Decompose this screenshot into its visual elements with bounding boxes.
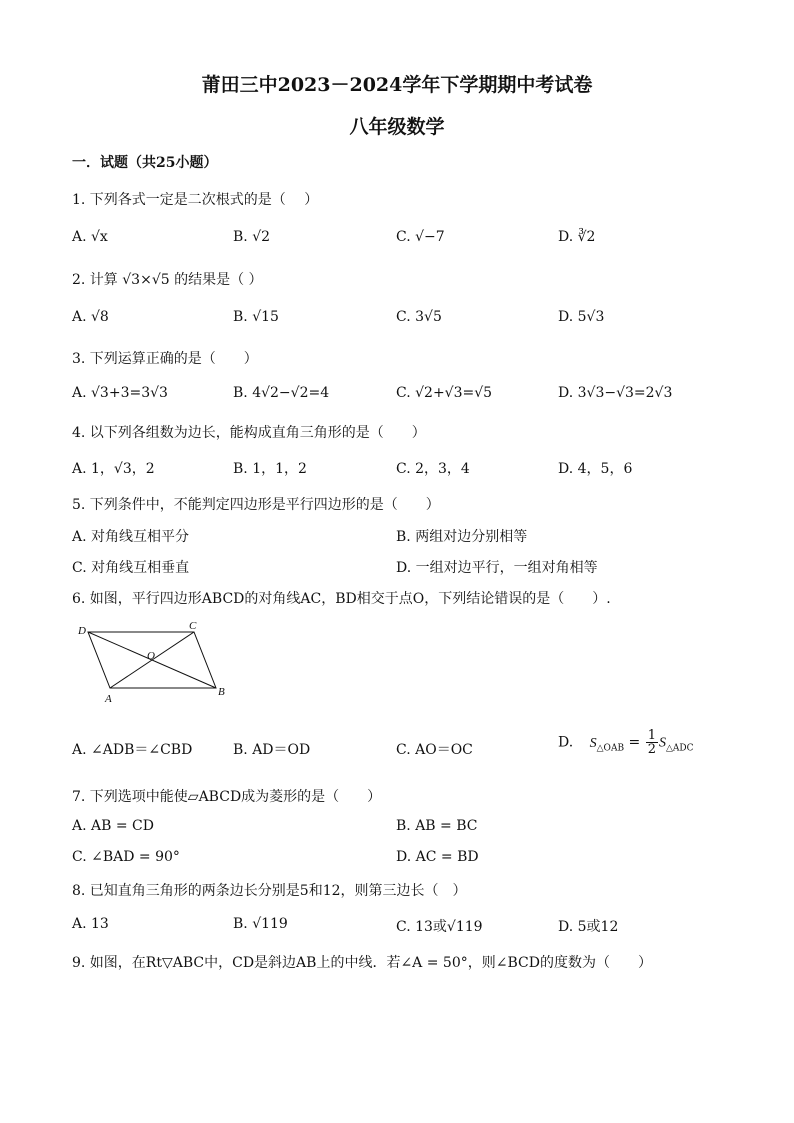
area-symbol-1: S — [589, 735, 597, 751]
q8-option-c: C. 13或√119 — [396, 919, 483, 935]
q7-option-b: B. AB = BC — [396, 818, 478, 834]
q5-option-c: C. 对角线互相垂直 — [72, 560, 190, 576]
parallelogram-figure — [70, 618, 240, 710]
one-half-fraction — [646, 729, 658, 756]
q5-option-a: A. 对角线互相平分 — [72, 529, 190, 545]
q2-option-d: D. 5√3 — [558, 309, 605, 325]
q8-option-a: A. 13 — [72, 916, 109, 932]
q4-option-b: B. 1，1，2 — [233, 461, 307, 477]
q6-option-a: A. ∠ADB＝∠CBD — [72, 742, 193, 758]
q6-option-d — [558, 729, 694, 756]
q8-option-d: D. 5或12 — [558, 919, 619, 935]
equals-sign: = — [624, 734, 645, 751]
q3-option-b: B. 4√2−√2=4 — [233, 385, 330, 401]
exam-title: 莆田三中2023－2024学年下学期期中考试卷 — [201, 74, 593, 96]
q6-option-b: B. AD＝OD — [233, 742, 311, 758]
area-symbol-2: S — [658, 735, 666, 751]
q5-option-b: B. 两组对边分别相等 — [396, 529, 528, 545]
question-2: 2. 计算 √3×√5 的结果是（ ） — [72, 272, 263, 288]
section-heading: 一．试题（共25小题） — [72, 155, 218, 171]
q2-option-a: A. √8 — [72, 309, 109, 325]
fraction-denominator: 2 — [647, 742, 656, 757]
q3-option-c: C. √2+√3=√5 — [396, 385, 493, 401]
q3-option-a: A. √3+3=3√3 — [72, 385, 168, 401]
q1-option-c: C. √−7 — [396, 229, 445, 245]
question-1: 1. 下列各式一定是二次根式的是（ ） — [72, 192, 319, 208]
q2-option-c: C. 3√5 — [396, 309, 442, 325]
q7-option-a: A. AB = CD — [72, 818, 154, 834]
q4-option-a: A. 1，√3，2 — [72, 461, 155, 477]
q1-option-d: D. ∛2 — [558, 229, 596, 245]
q2-option-b: B. √15 — [233, 309, 279, 325]
label-b: B — [218, 686, 225, 698]
q8-option-b: B. √119 — [233, 916, 288, 932]
question-7: 7. 下列选项中能使▱ABCD成为菱形的是（ ） — [72, 789, 382, 805]
q6-option-d-letter: D. — [558, 734, 574, 751]
question-3: 3. 下列运算正确的是（ ） — [72, 351, 258, 367]
question-5: 5. 下列条件中，不能判定四边形是平行四边形的是（ ） — [72, 497, 440, 513]
exam-subtitle: 八年级数学 — [349, 116, 445, 138]
question-9: 9. 如图，在Rt▽ABC中，CD是斜边AB上的中线．若∠A = 50°，则∠BCD的度数为（ ） — [72, 955, 652, 971]
label-c: C — [189, 620, 197, 632]
q7-option-c: C. ∠BAD = 90° — [72, 849, 180, 865]
area-sub-2: △ADC — [665, 743, 694, 754]
q1-option-b: B. √2 — [233, 229, 271, 245]
label-a: A — [105, 693, 112, 705]
q3-option-d: D. 3√3−√3=2√3 — [558, 385, 673, 401]
area-sub-1: △OAB — [596, 743, 625, 754]
question-6: 6. 如图，平行四边形ABCD的对角线AC，BD相交于点O，下列结论错误的是（ ）. — [72, 591, 611, 607]
q5-option-d: D. 一组对边平行，一组对角相等 — [396, 560, 598, 576]
question-4: 4. 以下列各组数为边长，能构成直角三角形的是（ ） — [72, 425, 426, 441]
fraction-numerator: 1 — [647, 728, 656, 743]
question-8: 8. 已知直角三角形的两条边长分别是5和12，则第三边长（ ） — [72, 883, 467, 899]
label-d: D — [78, 625, 86, 637]
q1-option-a: A. √x — [72, 229, 108, 245]
q6-option-c: C. AO＝OC — [396, 742, 473, 758]
q4-option-c: C. 2，3，4 — [396, 461, 470, 477]
q4-option-d: D. 4，5，6 — [558, 461, 633, 477]
label-o: O — [147, 650, 155, 662]
q7-option-d: D. AC = BD — [396, 849, 479, 865]
